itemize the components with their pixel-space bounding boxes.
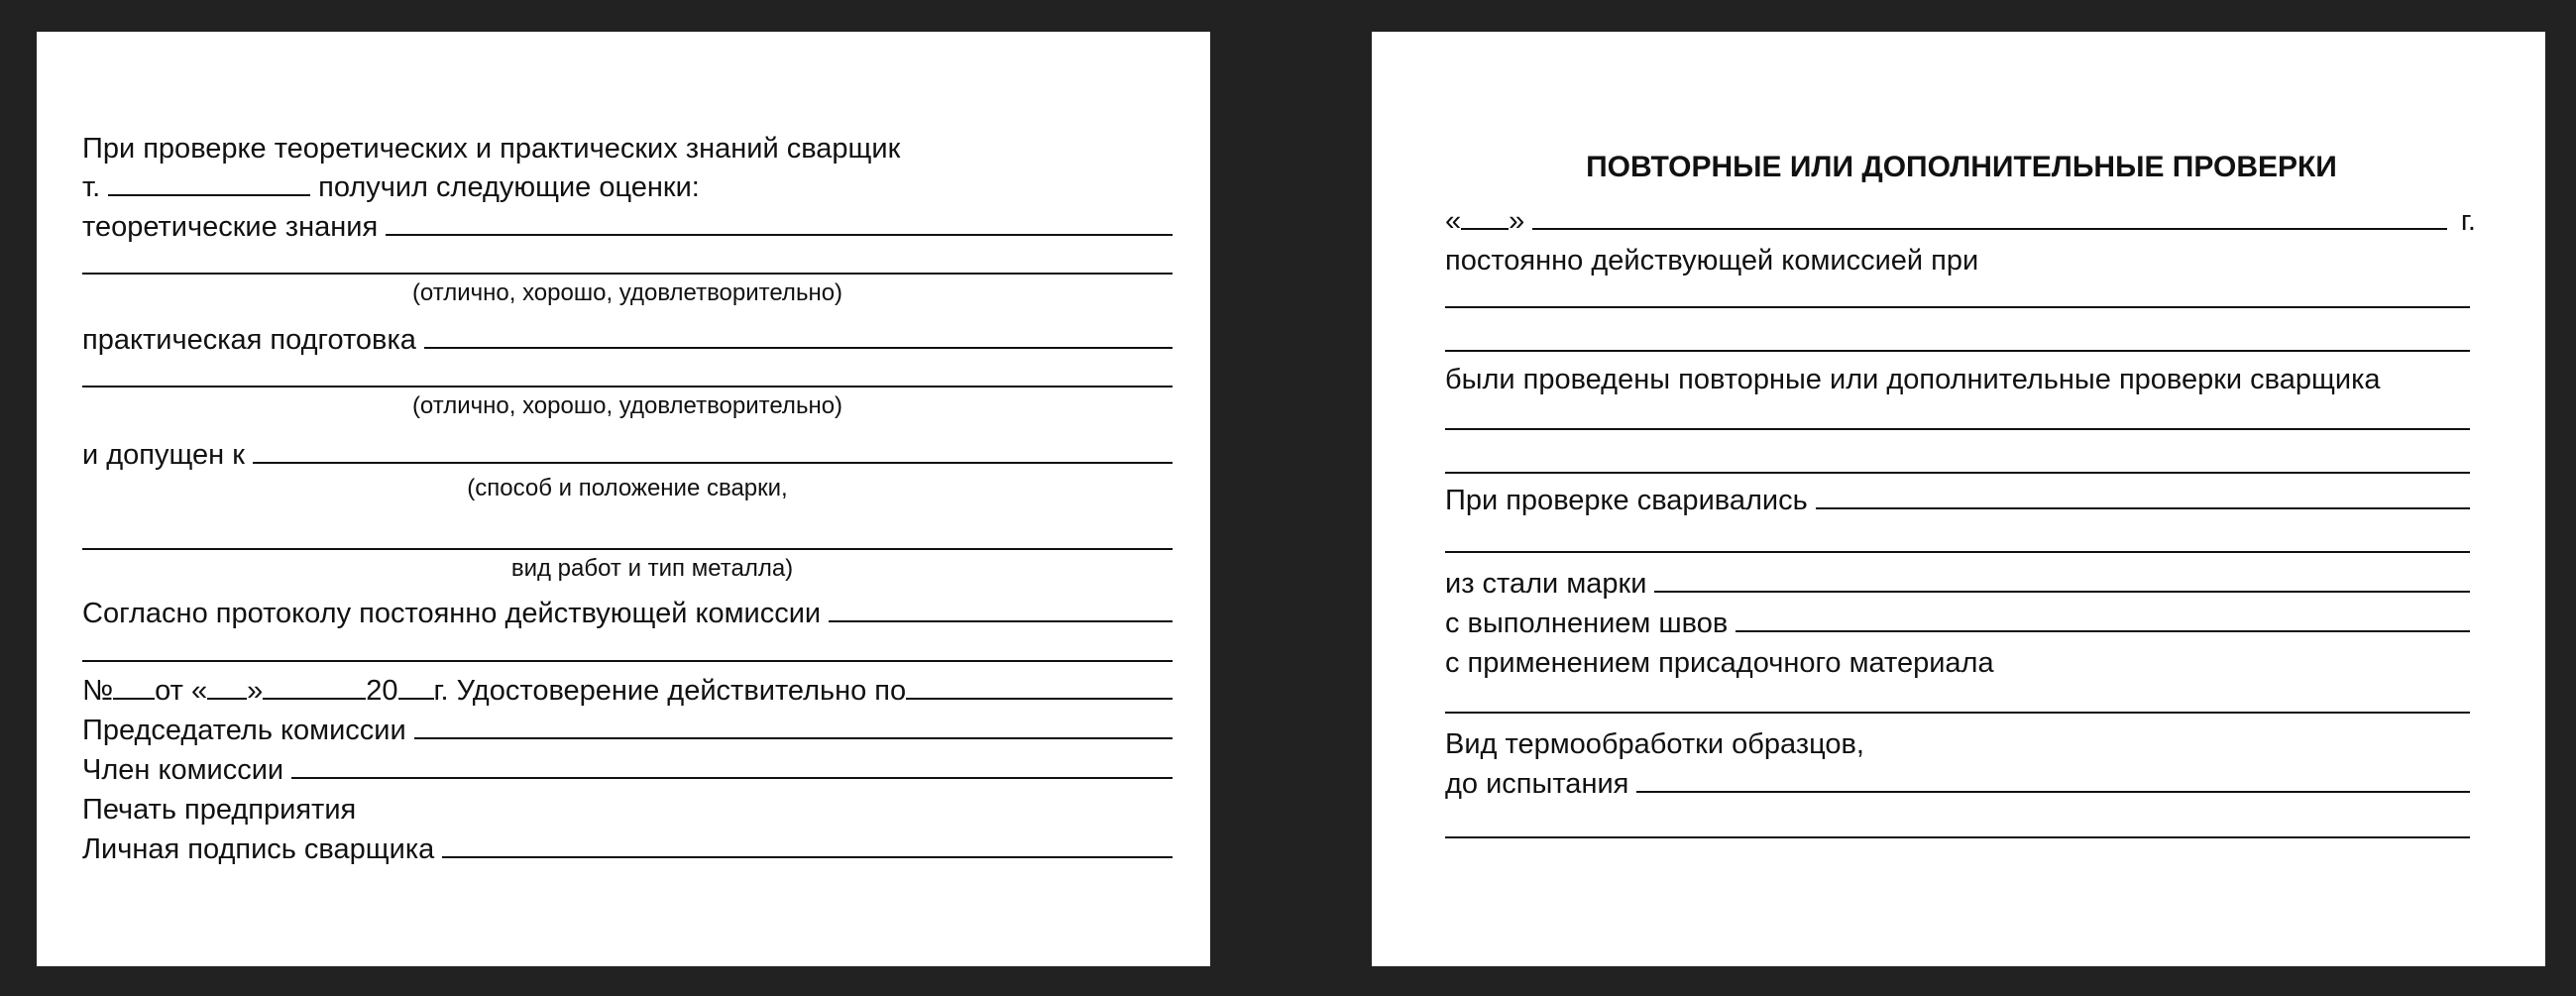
filler-row: с применением присадочного материала xyxy=(1445,647,1994,679)
check-day-field[interactable] xyxy=(1461,228,1509,230)
welded-row: При проверке сваривались xyxy=(1445,484,2470,517)
chairman-field[interactable] xyxy=(414,737,1173,739)
signature-field[interactable] xyxy=(442,856,1173,858)
protocol-field-2[interactable] xyxy=(82,660,1173,662)
work-type-field[interactable] xyxy=(82,548,1173,550)
checks-field[interactable] xyxy=(1445,428,2470,430)
check-date-field[interactable] xyxy=(1532,228,2447,230)
member-field[interactable] xyxy=(291,777,1173,779)
protocol-day-field[interactable] xyxy=(207,698,247,700)
welded-field[interactable] xyxy=(1816,507,2470,509)
grades-hint: (отлично, хорошо, удовлетворительно) xyxy=(411,392,843,419)
heat-row: Вид термообработки образцов, xyxy=(1445,728,1864,760)
valid-until-field[interactable] xyxy=(906,698,1173,700)
protocol-row: Согласно протоколу постоянно действующей комиссии xyxy=(82,597,1173,630)
seams-field[interactable] xyxy=(1736,630,2470,632)
member-row: Член комиссии xyxy=(82,753,1173,787)
protocol-number-field[interactable] xyxy=(113,698,155,700)
right-page xyxy=(1372,32,2545,966)
intro-line: При проверке теоретических и практических знаний сварщик xyxy=(82,133,901,165)
welded-field-2[interactable] xyxy=(1445,551,2470,553)
commission-field-2[interactable] xyxy=(1445,350,2470,352)
work-hint: вид работ и тип металла) xyxy=(510,555,794,582)
checks-row: были проведены повторные или дополнительные проверки сварщика xyxy=(1445,364,2381,395)
admitted-field[interactable] xyxy=(253,462,1173,464)
filler-field[interactable] xyxy=(1445,712,2470,714)
theory-grade-field[interactable] xyxy=(386,234,1173,236)
protocol-month-field[interactable] xyxy=(263,698,366,700)
checks-field-2[interactable] xyxy=(1445,472,2470,474)
date-row: « » г. xyxy=(1445,205,2476,237)
page-title: ПОВТОРНЫЕ ИЛИ ДОПОЛНИТЕЛЬНЫЕ ПРОВЕРКИ xyxy=(1586,151,2337,183)
theory-grade-field-2[interactable] xyxy=(82,273,1173,275)
steel-row: из стали марки xyxy=(1445,567,2470,601)
protocol-field[interactable] xyxy=(829,620,1173,622)
steel-grade-field[interactable] xyxy=(1654,591,2470,593)
seams-row: с выполнением швов xyxy=(1445,607,2470,640)
left-page xyxy=(37,32,1210,966)
commission-row: постоянно действующей комиссией при xyxy=(1445,245,1979,277)
heat-treatment-field[interactable] xyxy=(1636,791,2470,793)
seal-row: Печать предприятия xyxy=(82,794,357,826)
theory-row: теоретические знания xyxy=(82,210,1173,244)
welder-name-row: т. получил следующие оценки: xyxy=(82,171,700,203)
before-test-row: до испытания xyxy=(1445,767,2470,801)
protocol-year-field[interactable] xyxy=(398,698,434,700)
method-hint: (способ и положение сварки, xyxy=(467,475,788,501)
practice-grade-field-2[interactable] xyxy=(82,386,1173,387)
heat-treatment-field-2[interactable] xyxy=(1445,836,2470,838)
signature-row: Личная подпись сварщика xyxy=(82,832,1173,866)
admitted-row: и допущен к xyxy=(82,438,1173,472)
practice-grade-field[interactable] xyxy=(424,347,1173,349)
practice-row: практическая подготовка xyxy=(82,323,1173,357)
protocol-number-row: № от « » 20 г. Удостоверение действительно по xyxy=(82,674,1173,708)
grades-hint: (отлично, хорошо, удовлетворительно) xyxy=(411,279,843,306)
commission-field[interactable] xyxy=(1445,306,2470,308)
chairman-row: Председатель комиссии xyxy=(82,714,1173,747)
welder-name-field[interactable] xyxy=(108,194,310,196)
